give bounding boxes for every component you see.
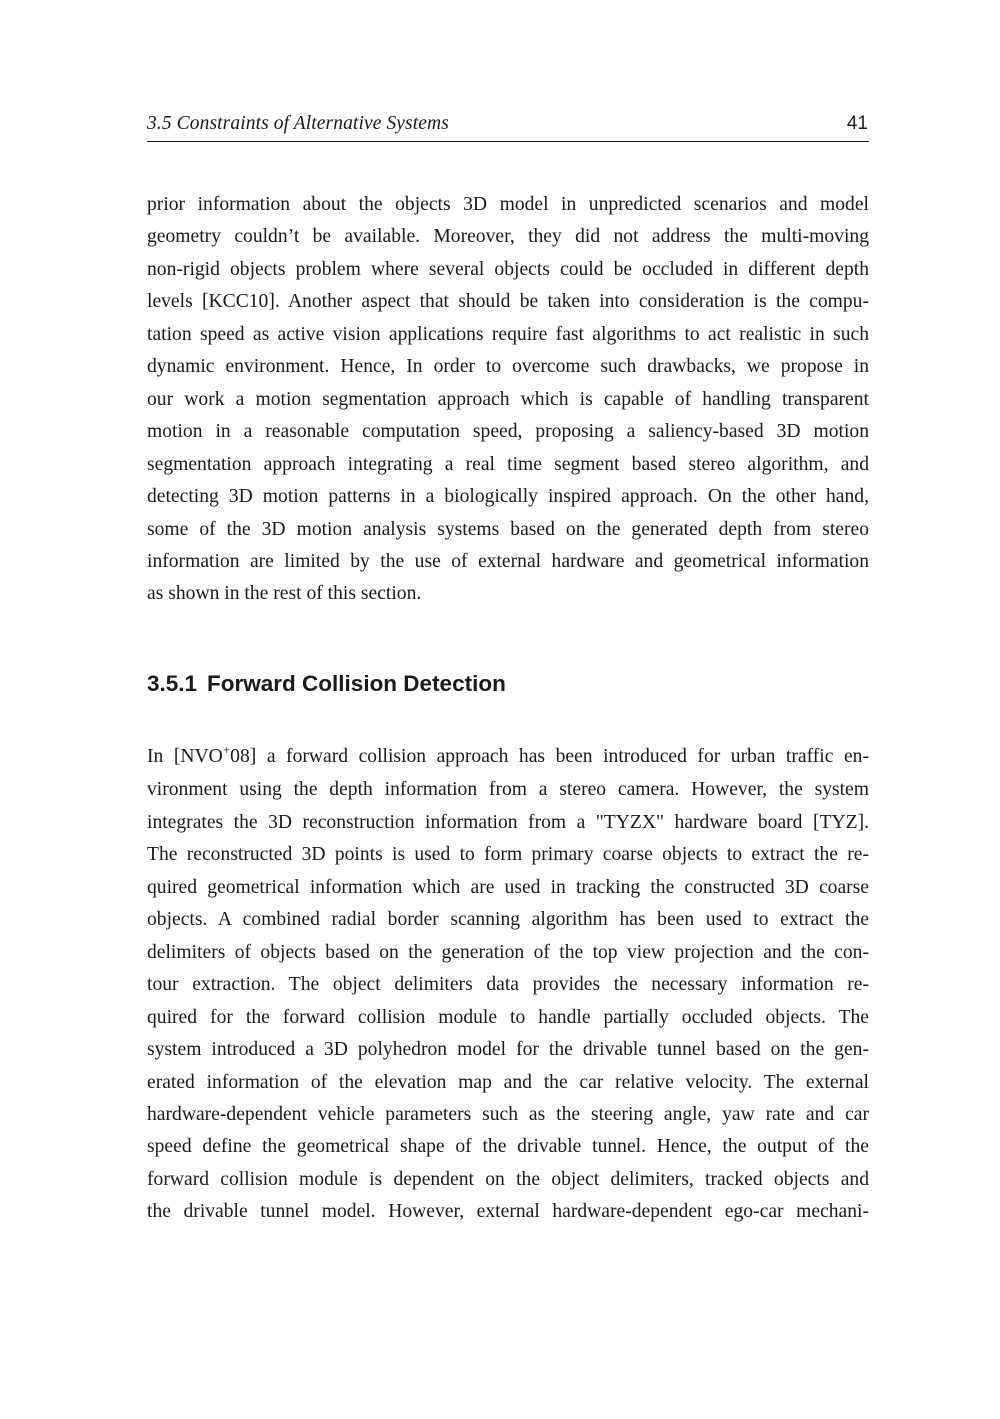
- text-line: prior information about the objects 3D model in unpredicted scenarios and model: [147, 194, 869, 215]
- section-heading: [147, 671, 506, 697]
- text-line: non-rigid objects problem where several objects could be occluded in different depth: [147, 258, 869, 280]
- section-number: 3.5.1: [147, 671, 198, 696]
- text-line: tation speed as active vision applications require fast algorithms to act realistic in such: [147, 323, 869, 345]
- text-line: geometry couldn’t be available. Moreover, they did not address the multi-moving: [147, 226, 869, 248]
- text-line: The reconstructed 3D points is used to form primary coarse objects to extract the re-: [147, 844, 869, 866]
- text-line: erated information of the elevation map and the car relative velocity. The external: [147, 1071, 869, 1093]
- text-line: hardware-dependent vehicle parameters such as the steering angle, yaw rate and car: [147, 1103, 869, 1125]
- text-line: some of the 3D motion analysis systems based on the generated depth from stereo: [147, 518, 869, 540]
- text-line: motion in a reasonable computation speed, proposing a saliency-based 3D motion: [147, 421, 869, 443]
- text-line: dynamic environment. Hence, In order to overcome such drawbacks, we propose in: [147, 356, 869, 378]
- text-line: information are limited by the use of external hardware and geometrical information: [147, 550, 869, 572]
- text-line: speed define the geometrical shape of the drivable tunnel. Hence, the output of the: [147, 1136, 869, 1158]
- text-line: quired for the forward collision module to handle partially occluded objects. The: [147, 1006, 869, 1028]
- text-line: objects. A combined radial border scanning algorithm has been used to extract the: [147, 909, 869, 931]
- text-line: delimiters of objects based on the generation of the top view projection and the con-: [147, 941, 869, 963]
- text-line: tour extraction. The object delimiters data provides the necessary information re-: [147, 974, 869, 996]
- text-line: quired geometrical information which are used in tracking the constructed 3D coarse: [147, 876, 869, 898]
- text-line: detecting 3D motion patterns in a biologically inspired approach. On the other hand,: [147, 486, 869, 508]
- paragraph-forward-collision: [147, 741, 869, 1229]
- running-header: [147, 111, 869, 142]
- paragraph-intro: [147, 189, 869, 611]
- text-line: the drivable tunnel model. However, external hardware-dependent ego-car mechani-: [147, 1201, 869, 1223]
- text-line-first: [147, 741, 869, 774]
- text-line: integrates the 3D reconstruction information from a "TYZX" hardware board [TYZ].: [147, 811, 869, 833]
- citation-prefix: In [NVO: [147, 746, 223, 767]
- header-title: 3.5 Constraints of Alternative Systems: [147, 113, 449, 134]
- text-line: levels [KCC10]. Another aspect that should be taken into consideration is the compu-: [147, 291, 869, 313]
- text-line: vironment using the depth information from a stereo camera. However, the system: [147, 779, 869, 801]
- citation-superscript: +: [222, 742, 231, 757]
- section-title: Forward Collision Detection: [207, 671, 506, 696]
- text-line: forward collision module is dependent on the object delimiters, tracked objects and: [147, 1168, 869, 1190]
- page-number: 41: [846, 113, 868, 134]
- text-line: system introduced a 3D polyhedron model for the drivable tunnel based on the gen-: [147, 1039, 869, 1061]
- text-line: as shown in the rest of this section.: [147, 583, 422, 605]
- text-line: our work a motion segmentation approach which is capable of handling transparent: [147, 388, 869, 410]
- text-line: segmentation approach integrating a real time segment based stereo algorithm, and: [147, 453, 869, 475]
- first-line-rest: 08] a forward collision approach has been introduced for urban traffic en-: [230, 746, 869, 767]
